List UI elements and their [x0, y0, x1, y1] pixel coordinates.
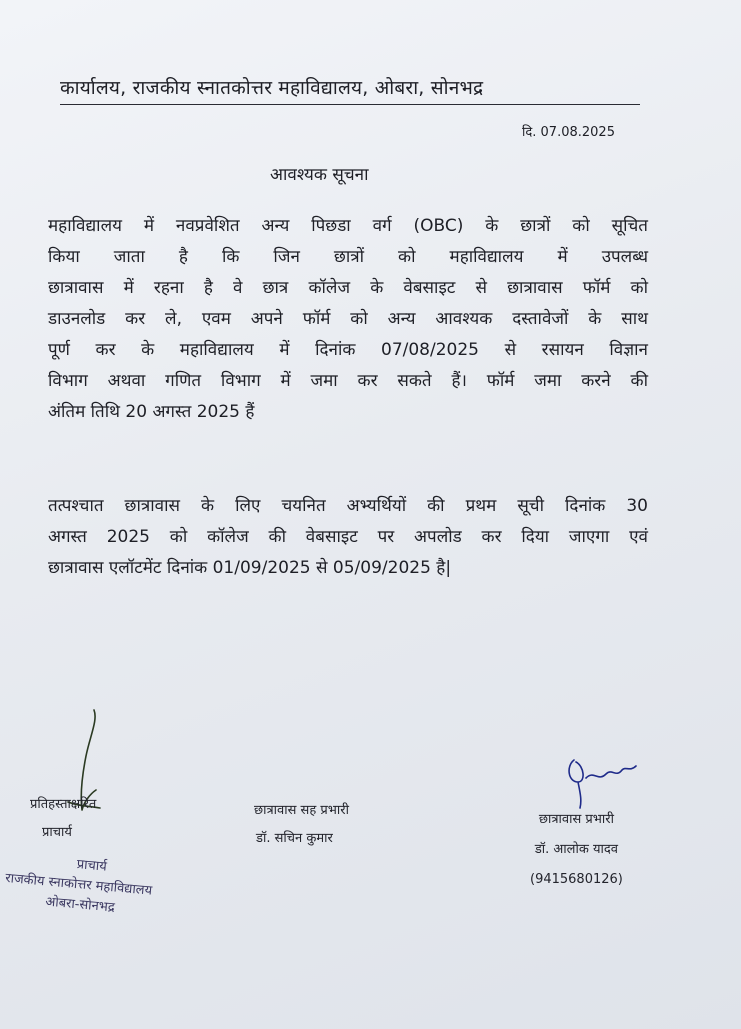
paragraph-line: तत्पश्चात छात्रावास के लिए चयनित अभ्यर्थियों की प्रथम सूची दिनांक 30: [48, 496, 648, 516]
co-incharge-name: डॉ. सचिन कुमार: [256, 831, 333, 846]
principal-designation: प्राचार्य: [42, 825, 72, 840]
paragraph-line: छात्रावास में रहना है वे छात्र कॉलेज के वेबसाइट से छात्रावास फॉर्म को: [48, 278, 648, 298]
paragraph-line: विभाग अथवा गणित विभाग में जमा कर सकते हैं। फॉर्म जमा करने की: [48, 371, 648, 391]
notice-title: आवश्यक सूचना: [270, 165, 369, 185]
paragraph-line: छात्रावास एलॉटमेंट दिनांक 01/09/2025 से 05/09/2025 है|: [48, 558, 452, 578]
paragraph-line: महाविद्यालय में नवप्रवेशित अन्य पिछडा वर्ग (OBC) के छात्रों को सूचित: [48, 216, 648, 236]
stamp-line-1: प्राचार्य: [76, 857, 108, 875]
stamp-line-3: ओबरा-सोनभद्र: [44, 894, 116, 916]
notice-date: दि. 07.08.2025: [522, 125, 615, 140]
notice-paragraph-1: [48, 211, 648, 428]
paragraph-line: अगस्त 2025 को कॉलेज की वेबसाइट पर अपलोड कर दिया जाएगा एवं: [48, 527, 648, 547]
hostel-incharge-block: [530, 805, 623, 895]
paragraph-line: अंतिम तिथि 20 अगस्त 2025 हैं: [48, 402, 255, 422]
hostel-co-incharge-block: [254, 797, 349, 853]
incharge-designation: छात्रावास प्रभारी: [538, 812, 614, 827]
principal-signature-block: [30, 791, 96, 847]
college-stamp: [1, 848, 207, 945]
paragraph-line: डाउनलोड कर ले, एवम अपने फॉर्म को अन्य आवश्यक दस्तावेजों के साथ: [48, 309, 648, 329]
paragraph-line: पूर्ण कर के महाविद्यालय में दिनांक 07/08/2025 से रसायन विज्ञान: [48, 340, 648, 360]
co-incharge-designation: छात्रावास सह प्रभारी: [254, 803, 349, 818]
incharge-name: डॉ. आलोक यादव: [534, 842, 619, 857]
office-header: कार्यालय, राजकीय स्नातकोत्तर महाविद्यालय, ओबरा, सोनभद्र: [60, 74, 640, 105]
stamp-line-2: राजकीय स्नाकोत्तर महाविद्यालय: [4, 870, 153, 899]
incharge-phone: (9415680126): [530, 872, 623, 887]
notice-paragraph-2: [48, 491, 648, 584]
countersigned-label: प्रतिहस्ताक्षरित: [30, 797, 97, 812]
incharge-signature: [560, 752, 640, 812]
paragraph-line: किया जाता है कि जिन छात्रों को महाविद्यालय में उपलब्ध: [48, 247, 648, 267]
